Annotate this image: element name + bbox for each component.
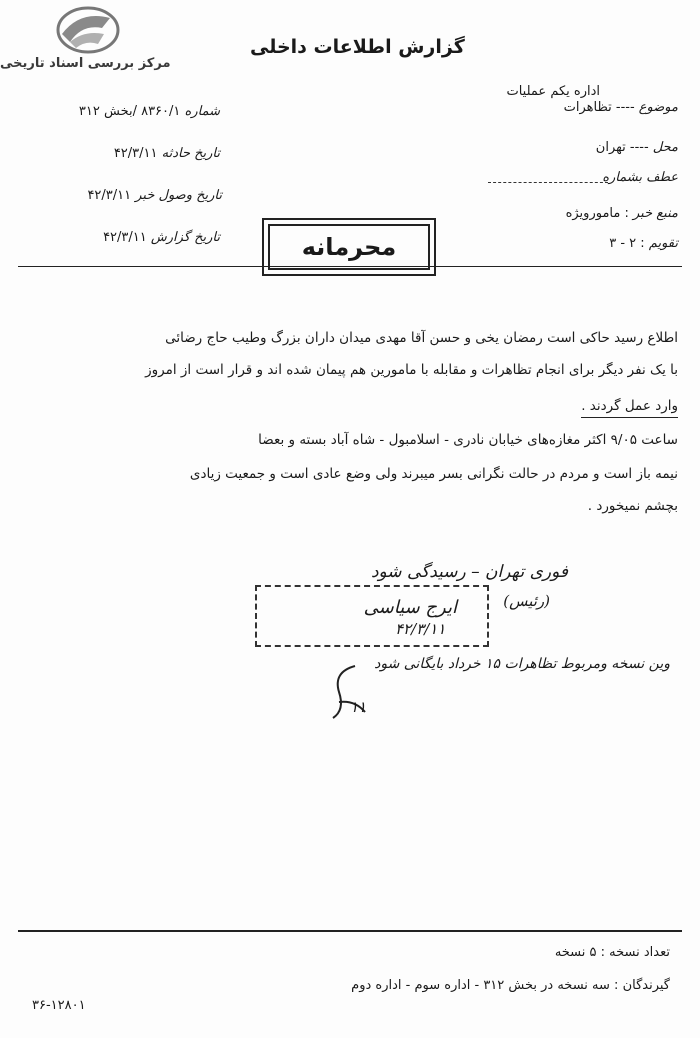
place-field: محل ---- تهران: [595, 140, 678, 155]
place-label: محل: [652, 140, 678, 155]
report-title: گزارش اطلاعات داخلی: [250, 36, 465, 58]
body-line-5: نیمه باز است و مردم در حالت نگرانی بسر میبرند ولی وضع عادی است و جمعیت زیادی: [189, 466, 678, 482]
number-value: ۸۳۶۰/۱ /بخش ۳۱۲: [78, 104, 181, 119]
classification-text: محرمانه: [268, 224, 430, 270]
news-receipt-field: [87, 188, 222, 203]
copies-value: ۵ نسخه: [554, 945, 597, 960]
archive-logo-icon: [40, 4, 120, 54]
body-line-1: اطلاع رسید حاکی است رمضان یخی و حسن آقا مهدی میدان داران بزرگ وطیب حاج رضائی: [165, 330, 678, 346]
recipients-label: گیرندگان: [622, 978, 670, 993]
body-line-4: ساعت ۹/۰۵ اکثر مغازه‌های خیابان نادری - اسلامبول - شاه آباد بسته و بعضا: [258, 432, 678, 448]
handwritten-note-4: وین نسخه ومربوط تظاهرات ۱۵ خرداد بایگانی شود: [374, 656, 670, 672]
report-date-value: ۴۲/۳/۱۱: [103, 230, 147, 245]
handwritten-note-1: فوری تهران – رسیدگی شود: [370, 562, 568, 582]
evaluation-label: تقویم: [648, 236, 678, 251]
classification-stamp: [262, 218, 436, 276]
source-field: منبع خبر : مامورویژه: [565, 206, 678, 221]
handwritten-note-2: (رئیس): [503, 592, 550, 610]
copies-label: تعداد نسخه: [609, 945, 670, 960]
incident-date-field: [114, 146, 220, 161]
evaluation-value: ۲ - ۳: [609, 236, 637, 251]
source-value: مامورویژه: [565, 206, 621, 221]
recipients-value: سه نسخه در بخش ۳۱۲ - اداره سوم - اداره دوم: [351, 978, 610, 993]
copies-field: تعداد نسخه : ۵ نسخه: [554, 945, 670, 960]
footer-divider: [18, 930, 682, 932]
subject-field: موضوع ---- تظاهرات: [563, 100, 678, 115]
signature-stamp: [255, 585, 489, 647]
document-code: ۳۶-۱۲۸۰۱: [32, 998, 86, 1013]
evaluation-field: تقویم : ۲ - ۳: [609, 236, 678, 251]
report-date-field: [103, 230, 220, 245]
news-receipt-label: تاریخ وصول خبر: [135, 188, 222, 203]
recipients-field: گیرندگان : سه نسخه در بخش ۳۱۲ - اداره سوم - اداره دوم: [351, 978, 670, 993]
source-label: منبع خبر: [633, 206, 678, 221]
department: اداره یکم عملیات: [506, 84, 600, 99]
number-label: شماره: [184, 104, 220, 119]
news-receipt-value: ۴۲/۳/۱۱: [87, 188, 132, 203]
incident-date-value: ۴۲/۳/۱۱: [113, 146, 158, 161]
subject-label: موضوع: [638, 100, 678, 115]
handwritten-note-5: ۱۱: [350, 698, 367, 716]
body-line-3-text: وارد عمل گردند .: [581, 398, 678, 418]
header-divider: [18, 266, 682, 267]
number-field: [79, 104, 220, 119]
body-line-6: بچشم نمیخورد .: [587, 498, 678, 514]
incident-date-label: تاریخ حادثه: [161, 146, 220, 161]
ref-label: عطف بشماره: [602, 170, 678, 185]
ref-blank-line: [488, 182, 608, 183]
place-value: تهران: [595, 140, 626, 155]
body-line-3: [581, 398, 678, 414]
handwritten-date: ۴۲/۳/۱۱: [395, 620, 446, 638]
stamp-text: ایرج سیاسی: [363, 597, 457, 618]
report-date-label: تاریخ گزارش: [150, 230, 220, 245]
ref-field: [602, 170, 678, 185]
body-line-2: با یک نفر دیگر برای انجام تظاهرات و مقابله با مامورین هم پیمان شده اند و قرار است از امروز: [145, 362, 678, 378]
archive-caption: مرکز بررسی اسناد تاریخی: [0, 56, 171, 71]
subject-value: تظاهرات: [563, 100, 612, 115]
